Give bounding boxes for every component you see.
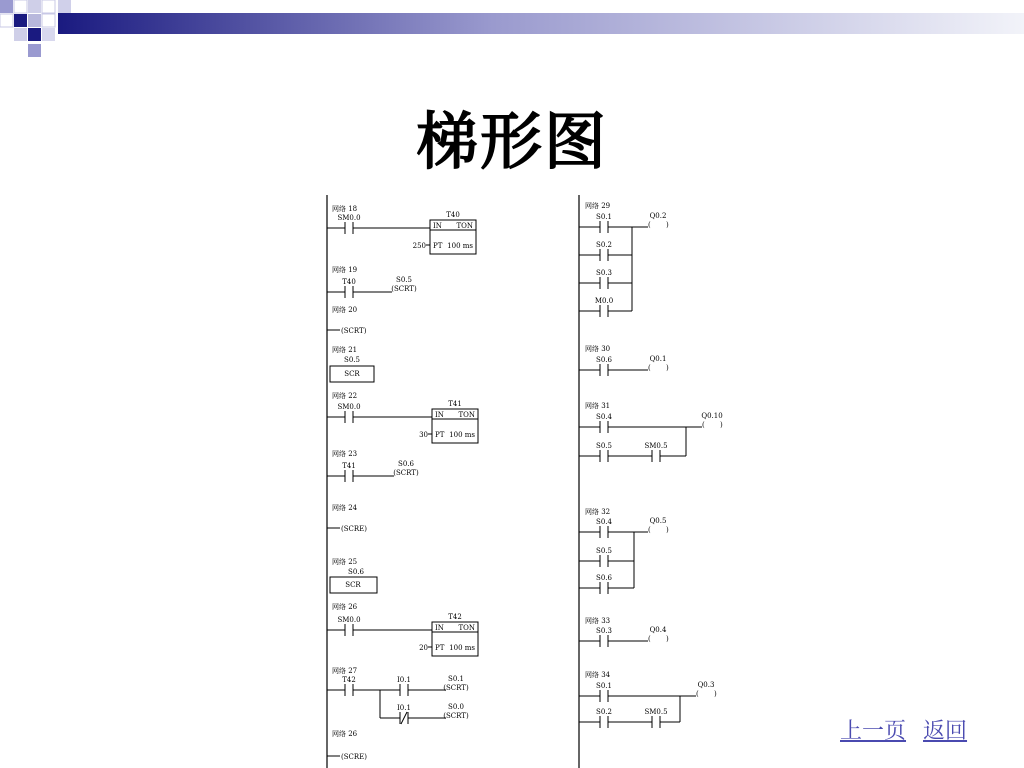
slide-navigation [840, 714, 977, 745]
contact-label: S0.4 [596, 518, 612, 526]
network-title: 网络 19 [332, 266, 358, 274]
contact-label: S0.1 [596, 213, 612, 221]
coil-paren-left: ( [648, 364, 651, 372]
coil-label: Q0.2 [649, 212, 667, 220]
coil-label: S0.6 [398, 460, 414, 468]
contact-label: SM0.0 [337, 403, 361, 411]
contact-label: S0.3 [596, 627, 612, 635]
coil-paren-right: ) [720, 421, 723, 429]
timer-preset-value: 30 [419, 431, 428, 439]
contact-label: I0.1 [397, 704, 411, 712]
contact-nc-slash [401, 712, 407, 724]
network-title: 网络 29 [585, 202, 611, 210]
network-title: 网络 25 [332, 558, 358, 566]
contact-label: SM0.5 [644, 442, 668, 450]
network-title: 网络 20 [332, 306, 358, 314]
coil-paren-left: ( [648, 635, 651, 643]
network-title: 网络 22 [332, 392, 358, 400]
coil-paren-left: ( [702, 421, 705, 429]
timer-base-label: 100 ms [449, 431, 475, 439]
contact-label: S0.4 [596, 413, 612, 421]
timer-in-label: IN [435, 411, 444, 419]
timer-pt-label: PT [435, 644, 445, 652]
timer-base-label: 100 ms [447, 242, 473, 250]
timer-in-label: IN [433, 222, 442, 230]
coil-label: Q0.10 [701, 412, 723, 420]
contact-label: S0.6 [596, 574, 612, 582]
scr-bit-label: S0.5 [344, 356, 360, 364]
scrt-instruction: (SCRT) [341, 327, 367, 335]
coil-paren-right: ) [714, 690, 717, 698]
network-title: 网络 26 [332, 730, 358, 738]
contact-label: S0.5 [596, 442, 612, 450]
network-title: 网络 18 [332, 205, 358, 213]
contact-label: M0.0 [594, 297, 614, 305]
back-link[interactable]: 返回 [923, 719, 968, 744]
timer-name: T42 [448, 613, 462, 621]
slide-title: 梯形图 [415, 105, 608, 178]
network-title: 网络 27 [332, 667, 358, 675]
coil-paren-left: ( [696, 690, 699, 698]
timer-kind-label: TON [458, 624, 475, 632]
coil-label: S0.1 [448, 675, 464, 683]
coil-paren-left: ( [648, 221, 651, 229]
network-title: 网络 33 [585, 617, 611, 625]
coil-label: Q0.1 [649, 355, 667, 363]
contact-label: S0.2 [596, 241, 612, 249]
network-title: 网络 23 [332, 450, 358, 458]
network-title: 网络 26 [332, 603, 358, 611]
timer-kind-label: TON [456, 222, 473, 230]
coil-paren-right: ) [666, 364, 669, 372]
network-title: 网络 30 [585, 345, 611, 353]
timer-name: T41 [448, 400, 462, 408]
coil-sub-label: (SCRT) [391, 285, 417, 293]
coil-paren-right: ) [666, 526, 669, 534]
coil-paren-right: ) [666, 221, 669, 229]
coil-sub-label: (SCRT) [393, 469, 419, 477]
timer-pt-label: PT [435, 431, 445, 439]
contact-label: S0.3 [596, 269, 612, 277]
contact-label: T41 [342, 462, 356, 470]
timer-kind-label: TON [458, 411, 475, 419]
timer-base-label: 100 ms [449, 644, 475, 652]
timer-pt-label: PT [433, 242, 443, 250]
coil-sub-label: (SCRT) [443, 712, 469, 720]
contact-label: S0.6 [596, 356, 612, 364]
contact-label: I0.1 [397, 676, 411, 684]
contact-label: SM0.5 [644, 708, 668, 716]
contact-label: T40 [342, 278, 356, 286]
contact-label: T42 [342, 676, 356, 684]
contact-label: S0.1 [596, 682, 612, 690]
network-title: 网络 24 [332, 504, 358, 512]
coil-sub-label: (SCRT) [443, 684, 469, 692]
coil-label: S0.0 [448, 703, 464, 711]
timer-name: T40 [446, 211, 460, 219]
contact-label: SM0.0 [337, 214, 361, 222]
network-title: 网络 31 [585, 402, 611, 410]
network-title: 网络 32 [585, 508, 611, 516]
scre-instruction: (SCRE) [341, 753, 367, 761]
contact-label: S0.5 [596, 547, 612, 555]
timer-preset-value: 250 [412, 242, 426, 250]
scr-box-text: SCR [345, 581, 361, 589]
network-title: 网络 21 [332, 346, 358, 354]
coil-label: Q0.4 [649, 626, 667, 634]
coil-paren-right: ) [666, 635, 669, 643]
timer-in-label: IN [435, 624, 444, 632]
prev-page-link[interactable]: 上一页 [840, 719, 907, 744]
scr-bit-label: S0.6 [348, 568, 364, 576]
scr-box-text: SCR [344, 370, 360, 378]
coil-label: Q0.3 [697, 681, 715, 689]
coil-label: Q0.5 [649, 517, 667, 525]
network-title: 网络 34 [585, 671, 611, 679]
scre-instruction: (SCRE) [341, 525, 367, 533]
contact-label: SM0.0 [337, 616, 361, 624]
coil-label: S0.5 [396, 276, 412, 284]
contact-label: S0.2 [596, 708, 612, 716]
timer-preset-value: 20 [419, 644, 428, 652]
coil-paren-left: ( [648, 526, 651, 534]
